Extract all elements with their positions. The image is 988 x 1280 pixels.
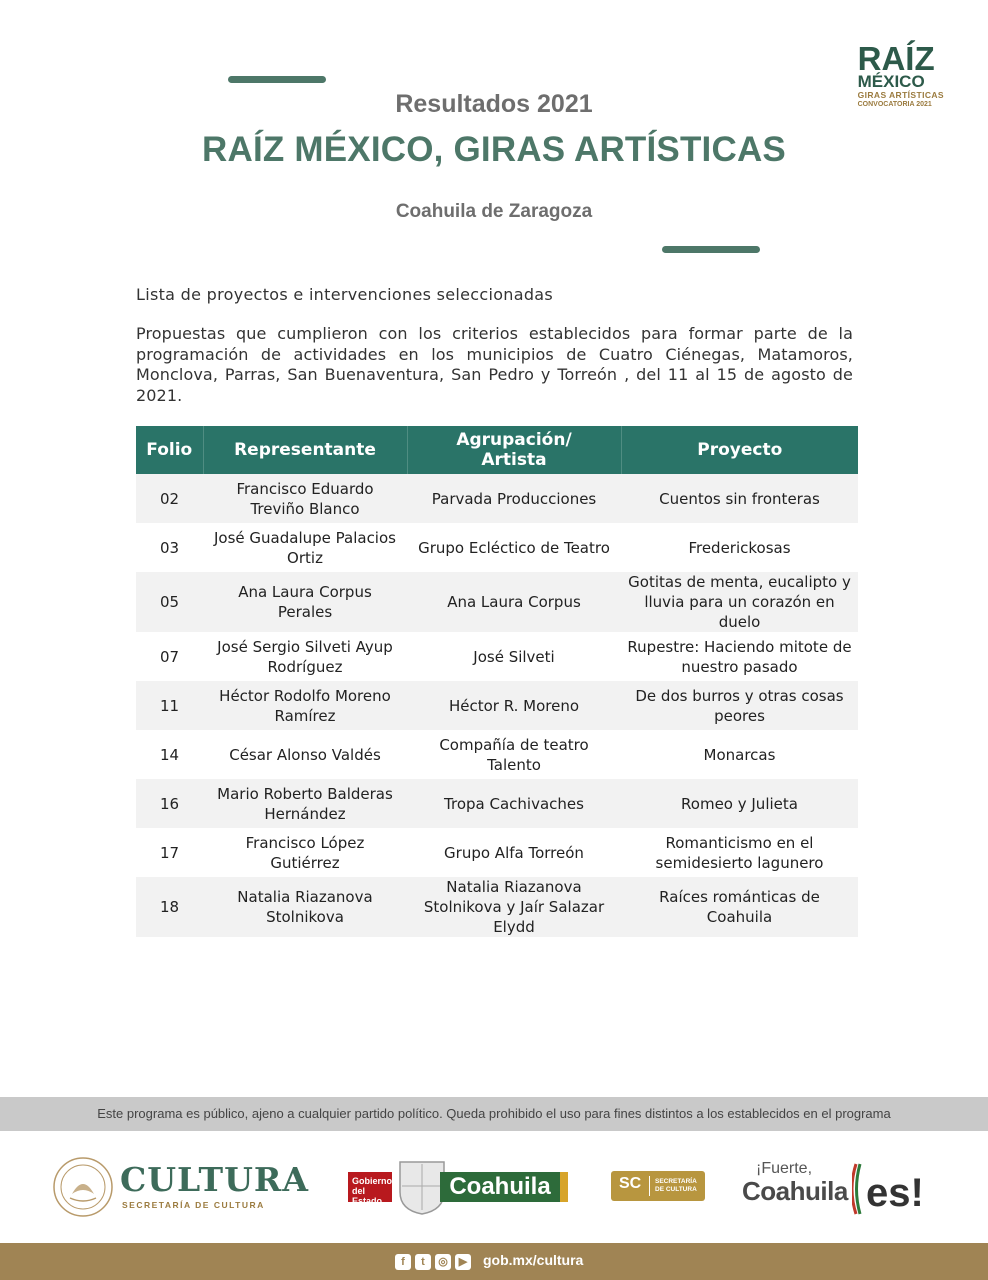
table-row xyxy=(136,523,858,572)
fuerte-slogan-line: ¡Fuerte, xyxy=(756,1160,813,1177)
sc-text: SECRETARÍA DE CULTURA xyxy=(655,1178,697,1193)
table-header-row xyxy=(136,426,858,474)
header-folio: Folio xyxy=(136,426,203,474)
footer-logos xyxy=(0,1150,988,1230)
cell-folio: 05 xyxy=(136,572,203,632)
sc-initials: SC xyxy=(619,1175,642,1192)
logo-line-3: GIRAS ARTÍSTICAS xyxy=(857,90,944,100)
cell-proyecto: Monarcas xyxy=(621,730,858,779)
cell-agrupacion: Tropa Cachivaches xyxy=(407,779,621,828)
header-agrupacion: Agrupación/ Artista xyxy=(407,426,621,474)
sc-divider xyxy=(649,1176,650,1196)
instagram-icon[interactable]: ◎ xyxy=(435,1254,451,1270)
list-heading: Lista de proyectos e intervenciones seleccionadas xyxy=(136,285,554,304)
social-icons xyxy=(395,1254,471,1270)
table-row xyxy=(136,474,858,523)
cell-proyecto: Rupestre: Haciendo mitote de nuestro pasado xyxy=(621,632,858,681)
cell-proyecto: De dos burros y otras cosas peores xyxy=(621,681,858,730)
cell-folio: 17 xyxy=(136,828,203,877)
cell-representante: Héctor Rodolfo Moreno Ramírez xyxy=(203,681,407,730)
table-row xyxy=(136,877,858,937)
cell-proyecto: Gotitas de menta, eucalipto y lluvia para un corazón en duelo xyxy=(621,572,858,632)
youtube-icon[interactable]: ▶ xyxy=(455,1254,471,1270)
facebook-icon[interactable]: f xyxy=(395,1254,411,1270)
cell-folio: 02 xyxy=(136,474,203,523)
table-row xyxy=(136,572,858,632)
cell-representante: César Alonso Valdés xyxy=(203,730,407,779)
cell-folio: 16 xyxy=(136,779,203,828)
cell-representante: Ana Laura Corpus Perales xyxy=(203,572,407,632)
es-logo-icon xyxy=(852,1158,944,1220)
state-name: Coahuila de Zaragoza xyxy=(395,201,593,222)
gobierno-estado-logo: Gobierno del Estado xyxy=(348,1172,392,1202)
cell-proyecto: Cuentos sin fronteras xyxy=(621,474,858,523)
intro-paragraph: Propuestas que cumplieron con los criterios establecidos para formar parte de la programación de actividades en los municipios de Cuatro Ciénegas, Matamoros, Monclova, Parras, San Buenaventura, San Pedro y Torreón , del 11 al 15 de agosto de 2021. xyxy=(136,324,853,405)
cell-representante: Mario Roberto Balderas Hernández xyxy=(203,779,407,828)
cell-agrupacion: Ana Laura Corpus xyxy=(407,572,621,632)
cell-folio: 14 xyxy=(136,730,203,779)
coahuila-logo-word: Coahuila xyxy=(440,1172,568,1202)
cell-proyecto: Raíces románticas de Coahuila xyxy=(621,877,858,937)
cell-proyecto: Frederickosas xyxy=(621,523,858,572)
header-representante: Representante xyxy=(203,426,407,474)
cell-representante: Francisco López Gutiérrez xyxy=(203,828,407,877)
decorative-bar-bottom xyxy=(662,246,760,253)
es-logo-text: es! xyxy=(866,1171,924,1215)
logo-line-1: RAÍZ xyxy=(857,40,935,77)
results-table xyxy=(136,426,858,937)
logo-line-2: MÉXICO xyxy=(857,72,925,91)
twitter-icon[interactable]: t xyxy=(415,1254,431,1270)
results-year-title: Resultados 2021 xyxy=(395,90,593,118)
fuerte-coahuila-word: Coahuila xyxy=(742,1176,848,1206)
cultura-logo-word: CULTURA xyxy=(120,1160,309,1199)
cell-representante: José Sergio Silveti Ayup Rodríguez xyxy=(203,632,407,681)
cell-agrupacion: José Silveti xyxy=(407,632,621,681)
disclaimer-band: Este programa es público, ajeno a cualquier partido político. Queda prohibido el uso para fines distintos a los establecidos en el programa xyxy=(0,1097,988,1131)
page-title: RAÍZ MÉXICO, GIRAS ARTÍSTICAS xyxy=(202,130,786,169)
header-proyecto: Proyecto xyxy=(621,426,858,474)
cell-proyecto: Romanticismo en el semidesierto lagunero xyxy=(621,828,858,877)
table-row xyxy=(136,632,858,681)
website-link[interactable]: gob.mx/cultura xyxy=(483,1252,584,1268)
secretaria-cultura-logo xyxy=(611,1171,705,1201)
cell-proyecto: Romeo y Julieta xyxy=(621,779,858,828)
cell-agrupacion: Compañía de teatro Talento xyxy=(407,730,621,779)
cell-folio: 03 xyxy=(136,523,203,572)
cell-folio: 11 xyxy=(136,681,203,730)
decorative-bar-top xyxy=(228,76,326,83)
table-row xyxy=(136,779,858,828)
cell-agrupacion: Natalia Riazanova Stolnikova y Jaír Salazar Elydd xyxy=(407,877,621,937)
cell-representante: Natalia Riazanova Stolnikova xyxy=(203,877,407,937)
table-row xyxy=(136,828,858,877)
table-row xyxy=(136,730,858,779)
bottom-band xyxy=(0,1243,988,1280)
cell-agrupacion: Grupo Alfa Torreón xyxy=(407,828,621,877)
cultura-logo-sub: SECRETARÍA DE CULTURA xyxy=(122,1200,265,1210)
cell-agrupacion: Héctor R. Moreno xyxy=(407,681,621,730)
cell-folio: 07 xyxy=(136,632,203,681)
logo-line-4: CONVOCATORIA 2021 xyxy=(857,100,932,108)
national-seal-icon xyxy=(52,1156,114,1218)
cell-folio: 18 xyxy=(136,877,203,937)
cell-agrupacion: Grupo Ecléctico de Teatro xyxy=(407,523,621,572)
table-row xyxy=(136,681,858,730)
cell-agrupacion: Parvada Producciones xyxy=(407,474,621,523)
cell-representante: Francisco Eduardo Treviño Blanco xyxy=(203,474,407,523)
cell-representante: José Guadalupe Palacios Ortiz xyxy=(203,523,407,572)
